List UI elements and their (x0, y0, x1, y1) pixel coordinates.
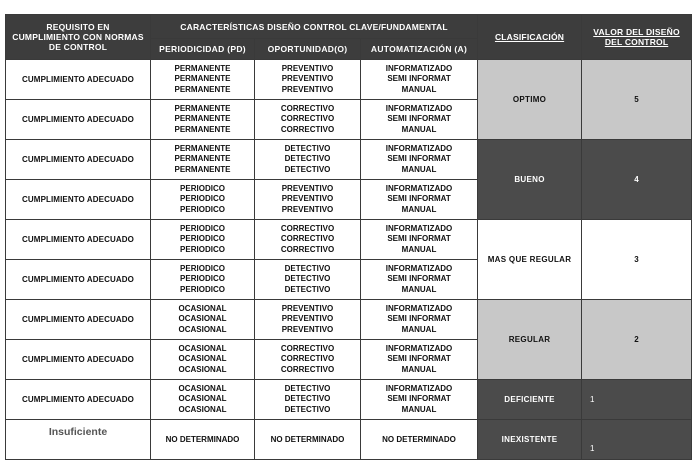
clasificacion-cell: REGULAR (478, 300, 582, 380)
automatizacion-line: MANUAL (401, 204, 437, 214)
oportunidad-cell (255, 140, 361, 180)
oportunidad-line: DETECTIVO (284, 144, 331, 154)
oportunidad-line: PREVENTIVO (281, 84, 334, 94)
requisito-cell: CUMPLIMIENTO ADECUADO (6, 60, 151, 100)
automatizacion-line: INFORMATIZADO (385, 184, 453, 194)
oportunidad-line: PREVENTIVO (281, 304, 334, 314)
valor-cell: 1 (582, 420, 692, 460)
header-periodicidad: PERIODICIDAD (PD) (151, 39, 255, 60)
automatizacion-cell (361, 60, 478, 100)
table-row (6, 220, 692, 260)
clasificacion-cell: DEFICIENTE (478, 380, 582, 420)
automatizacion-line: MANUAL (401, 84, 437, 94)
periodicidad-cell (151, 140, 255, 180)
control-design-table (5, 14, 692, 460)
requisito-cell: CUMPLIMIENTO ADECUADO (6, 340, 151, 380)
automatizacion-line: SEMI INFORMAT (387, 394, 451, 404)
periodicidad-line: PERMANENTE (174, 64, 231, 74)
periodicidad-line: OCASIONAL (178, 394, 227, 404)
automatizacion-line: SEMI INFORMAT (387, 194, 451, 204)
oportunidad-line: PREVENTIVO (281, 204, 334, 214)
automatizacion-cell (361, 180, 478, 220)
periodicidad-cell (151, 340, 255, 380)
oportunidad-line: CORRECTIVO (280, 104, 335, 114)
oportunidad-cell (255, 300, 361, 340)
oportunidad-line: DETECTIVO (284, 384, 331, 394)
periodicidad-line: PERIODICO (180, 204, 225, 214)
automatizacion-line: SEMI INFORMAT (387, 74, 451, 84)
automatizacion-line: NO DETERMINADO (382, 435, 456, 444)
automatizacion-cell (361, 420, 478, 460)
oportunidad-cell (255, 260, 361, 300)
periodicidad-line: OCASIONAL (178, 364, 227, 374)
valor-cell: 2 (582, 300, 692, 380)
automatizacion-line: SEMI INFORMAT (387, 114, 451, 124)
automatizacion-line: INFORMATIZADO (385, 384, 453, 394)
periodicidad-line: OCASIONAL (178, 384, 227, 394)
periodicidad-line: PERIODICO (180, 184, 225, 194)
automatizacion-cell (361, 300, 478, 340)
valor-cell: 4 (582, 140, 692, 220)
oportunidad-line: CORRECTIVO (280, 344, 335, 354)
oportunidad-line: PREVENTIVO (281, 184, 334, 194)
oportunidad-line: CORRECTIVO (280, 124, 335, 134)
automatizacion-line: MANUAL (401, 284, 437, 294)
automatizacion-cell (361, 220, 478, 260)
periodicidad-cell (151, 420, 255, 460)
periodicidad-line: PERMANENTE (174, 74, 231, 84)
automatizacion-line: MANUAL (401, 124, 437, 134)
valor-cell: 3 (582, 220, 692, 300)
table-row (6, 420, 692, 460)
automatizacion-line: INFORMATIZADO (385, 224, 453, 234)
periodicidad-line: PERMANENTE (174, 84, 231, 94)
automatizacion-line: MANUAL (401, 164, 437, 174)
oportunidad-line: DETECTIVO (284, 394, 331, 404)
periodicidad-cell (151, 220, 255, 260)
oportunidad-cell (255, 420, 361, 460)
header-clasificacion-label: CLASIFICACIÓN (494, 32, 565, 42)
oportunidad-cell (255, 100, 361, 140)
periodicidad-line: PERIODICO (180, 234, 225, 244)
requisito-cell: CUMPLIMIENTO ADECUADO (6, 220, 151, 260)
requisito-cell: CUMPLIMIENTO ADECUADO (6, 140, 151, 180)
requisito-cell: CUMPLIMIENTO ADECUADO (6, 260, 151, 300)
header-oportunidad: OPORTUNIDAD(O) (255, 39, 361, 60)
automatizacion-cell (361, 100, 478, 140)
automatizacion-line: MANUAL (401, 244, 437, 254)
oportunidad-line: CORRECTIVO (280, 364, 335, 374)
requisito-cell: CUMPLIMIENTO ADECUADO (6, 380, 151, 420)
automatizacion-line: INFORMATIZADO (385, 104, 453, 114)
automatizacion-cell (361, 140, 478, 180)
clasificacion-cell: INEXISTENTE (478, 420, 582, 460)
automatizacion-cell (361, 260, 478, 300)
periodicidad-line: OCASIONAL (178, 404, 227, 414)
periodicidad-line: PERMANENTE (174, 104, 231, 114)
valor-cell: 5 (582, 60, 692, 140)
header-valor (582, 15, 692, 60)
periodicidad-line: NO DETERMINADO (165, 435, 240, 444)
table-row (6, 380, 692, 420)
requisito-cell: CUMPLIMIENTO ADECUADO (6, 300, 151, 340)
oportunidad-line: PREVENTIVO (281, 314, 334, 324)
oportunidad-line: DETECTIVO (284, 154, 331, 164)
periodicidad-line: PERIODICO (180, 284, 225, 294)
oportunidad-line: DETECTIVO (284, 284, 331, 294)
oportunidad-line: NO DETERMINADO (270, 435, 345, 444)
periodicidad-cell (151, 260, 255, 300)
table-row (6, 140, 692, 180)
automatizacion-line: INFORMATIZADO (385, 264, 453, 274)
requisito-cell: CUMPLIMIENTO ADECUADO (6, 180, 151, 220)
periodicidad-line: PERMANENTE (174, 154, 231, 164)
automatizacion-line: SEMI INFORMAT (387, 314, 451, 324)
requisito-cell: Insuficiente (6, 420, 151, 460)
oportunidad-cell (255, 180, 361, 220)
periodicidad-cell (151, 380, 255, 420)
automatizacion-line: INFORMATIZADO (385, 64, 453, 74)
clasificacion-cell: OPTIMO (478, 60, 582, 140)
oportunidad-cell (255, 220, 361, 260)
oportunidad-line: PREVENTIVO (281, 64, 334, 74)
requisito-cell: CUMPLIMIENTO ADECUADO (6, 100, 151, 140)
oportunidad-line: DETECTIVO (284, 264, 331, 274)
periodicidad-line: PERMANENTE (174, 164, 231, 174)
periodicidad-line: PERMANENTE (174, 144, 231, 154)
automatizacion-line: SEMI INFORMAT (387, 354, 451, 364)
table-row (6, 60, 692, 100)
periodicidad-line: PERMANENTE (174, 124, 231, 134)
oportunidad-line: DETECTIVO (284, 274, 331, 284)
periodicidad-line: PERIODICO (180, 194, 225, 204)
automatizacion-line: INFORMATIZADO (385, 144, 453, 154)
automatizacion-line: MANUAL (401, 324, 437, 334)
automatizacion-line: MANUAL (401, 404, 437, 414)
periodicidad-cell (151, 100, 255, 140)
periodicidad-line: OCASIONAL (178, 304, 227, 314)
oportunidad-cell (255, 60, 361, 100)
oportunidad-line: CORRECTIVO (280, 114, 335, 124)
periodicidad-line: OCASIONAL (178, 354, 227, 364)
oportunidad-line: PREVENTIVO (281, 194, 334, 204)
periodicidad-line: OCASIONAL (178, 344, 227, 354)
oportunidad-cell (255, 340, 361, 380)
table-body (6, 60, 692, 460)
oportunidad-cell (255, 380, 361, 420)
oportunidad-line: CORRECTIVO (280, 224, 335, 234)
header-clasificacion (478, 15, 582, 60)
periodicidad-line: OCASIONAL (178, 324, 227, 334)
periodicidad-line: PERIODICO (180, 224, 225, 234)
oportunidad-line: PREVENTIVO (281, 324, 334, 334)
clasificacion-cell: MAS QUE REGULAR (478, 220, 582, 300)
automatizacion-line: MANUAL (401, 364, 437, 374)
periodicidad-cell (151, 180, 255, 220)
oportunidad-line: DETECTIVO (284, 404, 331, 414)
valor-cell: 1 (582, 380, 692, 420)
oportunidad-line: CORRECTIVO (280, 234, 335, 244)
header-group-title: CARACTERÍSTICAS DISEÑO CONTROL CLAVE/FUNDAMENTAL (151, 15, 478, 39)
periodicidad-line: PERIODICO (180, 244, 225, 254)
automatizacion-cell (361, 340, 478, 380)
periodicidad-line: OCASIONAL (178, 314, 227, 324)
periodicidad-line: PERMANENTE (174, 114, 231, 124)
automatizacion-line: SEMI INFORMAT (387, 234, 451, 244)
automatizacion-cell (361, 380, 478, 420)
header-valor-label: VALOR DEL DISEÑO DEL CONTROL (593, 27, 680, 47)
clasificacion-cell: BUENO (478, 140, 582, 220)
automatizacion-line: INFORMATIZADO (385, 344, 453, 354)
periodicidad-line: PERIODICO (180, 274, 225, 284)
automatizacion-line: SEMI INFORMAT (387, 274, 451, 284)
oportunidad-line: PREVENTIVO (281, 74, 334, 84)
periodicidad-cell (151, 300, 255, 340)
table-row (6, 300, 692, 340)
header-automatizacion: AUTOMATIZACIÓN (A) (361, 39, 478, 60)
oportunidad-line: CORRECTIVO (280, 244, 335, 254)
periodicidad-line: PERIODICO (180, 264, 225, 274)
periodicidad-cell (151, 60, 255, 100)
header-requisito: REQUISITO EN CUMPLIMIENTO CON NORMAS DE CONTROL (6, 15, 151, 60)
automatizacion-line: INFORMATIZADO (385, 304, 453, 314)
oportunidad-line: DETECTIVO (284, 164, 331, 174)
automatizacion-line: SEMI INFORMAT (387, 154, 451, 164)
oportunidad-line: CORRECTIVO (280, 354, 335, 364)
